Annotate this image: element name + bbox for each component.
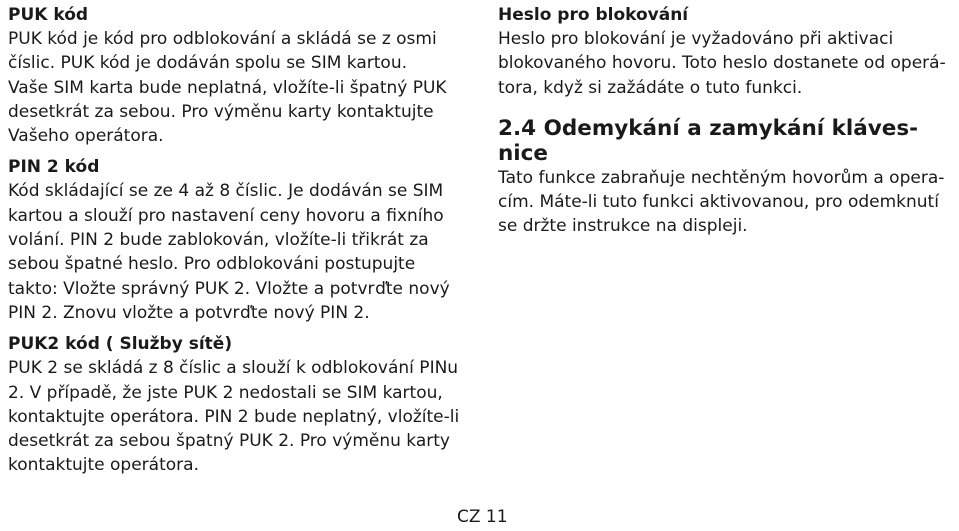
text-line: Vaše SIM karta bude neplatná, vložíte-li špatný PUK <box>8 77 447 98</box>
text-line: blokovaného hovoru. Toto heslo dostanete od operá- <box>498 53 946 74</box>
puk2-heading: PUK2 kód ( Služby sítě) <box>8 334 233 355</box>
text-line: PIN 2. Znovu vložte a potvrďte nový PIN 2. <box>8 302 370 323</box>
right-column <box>498 4 953 239</box>
text-line: takto: Vložte správný PUK 2. Vložte a potvrďte nový <box>8 278 450 299</box>
text-line: kontaktujte operátora. <box>8 455 199 476</box>
text-line: tora, když si zažádáte o tuto funkci. <box>498 77 803 98</box>
puk-paragraph <box>8 27 468 148</box>
keypad-lock-section <box>498 116 953 239</box>
spacer <box>8 325 468 333</box>
puk-section <box>8 4 468 148</box>
text-line: Kód skládající se ze 4 až 8 číslic. Je dodáván se SIM <box>8 181 444 202</box>
text-line: se držte instrukce na displeji. <box>498 216 748 237</box>
pin2-paragraph <box>8 179 468 325</box>
puk2-section <box>8 333 468 477</box>
text-line: kontaktujte operátora. PIN 2 bude neplatný, vložíte-li <box>8 406 460 427</box>
keypad-lock-paragraph <box>498 166 953 239</box>
text-line: Tato funkce zabraňuje nechtěným hovorům a opera- <box>498 167 945 188</box>
text-line: PUK kód je kód pro odblokování a skládá se z osmi <box>8 29 437 49</box>
spacer <box>498 100 953 116</box>
text-line: cím. Máte-li tuto funkci aktivovanou, pro odemknutí <box>498 192 939 213</box>
text-line: desetkrát za sebou. Pro výměnu karty kontaktujte <box>8 101 434 122</box>
text-line: sebou špatné heslo. Pro odblokováni postupujte <box>8 254 416 275</box>
block-password-heading: Heslo pro blokování <box>498 5 689 25</box>
text-line: volání. PIN 2 bude zablokován, vložíte-li třikrát za <box>8 230 429 251</box>
text-line: Vašeho operátora. <box>8 126 164 147</box>
text-line: Heslo pro blokování je vyžadováno při aktivaci <box>498 29 894 49</box>
puk-heading: PUK kód <box>8 5 89 25</box>
text-line: kartou a slouží pro nastavení ceny hovoru a fixního <box>8 205 444 226</box>
text-line: číslic. PUK kód je dodáván spolu se SIM kartou. <box>8 53 407 74</box>
spacer <box>8 148 468 156</box>
keypad-lock-heading <box>498 116 953 166</box>
text-line: PUK 2 se skládá z 8 číslic a slouží k odblokování PINu <box>8 358 459 379</box>
page-number: CZ 11 <box>457 507 508 527</box>
text-line: desetkrát za sebou špatný PUK 2. Pro výměnu karty <box>8 431 450 452</box>
heading-line: nice <box>498 140 549 166</box>
pin2-heading: PIN 2 kód <box>8 157 100 178</box>
pin2-section <box>8 156 468 325</box>
block-password-section <box>498 4 953 100</box>
heading-line: 2.4 Odemykání a zamykání kláves- <box>498 115 919 141</box>
text-line: 2. V případě, že jste PUK 2 nedostali se SIM kartou, <box>8 382 443 403</box>
puk2-paragraph <box>8 356 468 477</box>
block-password-paragraph <box>498 27 953 100</box>
left-column <box>8 4 468 478</box>
